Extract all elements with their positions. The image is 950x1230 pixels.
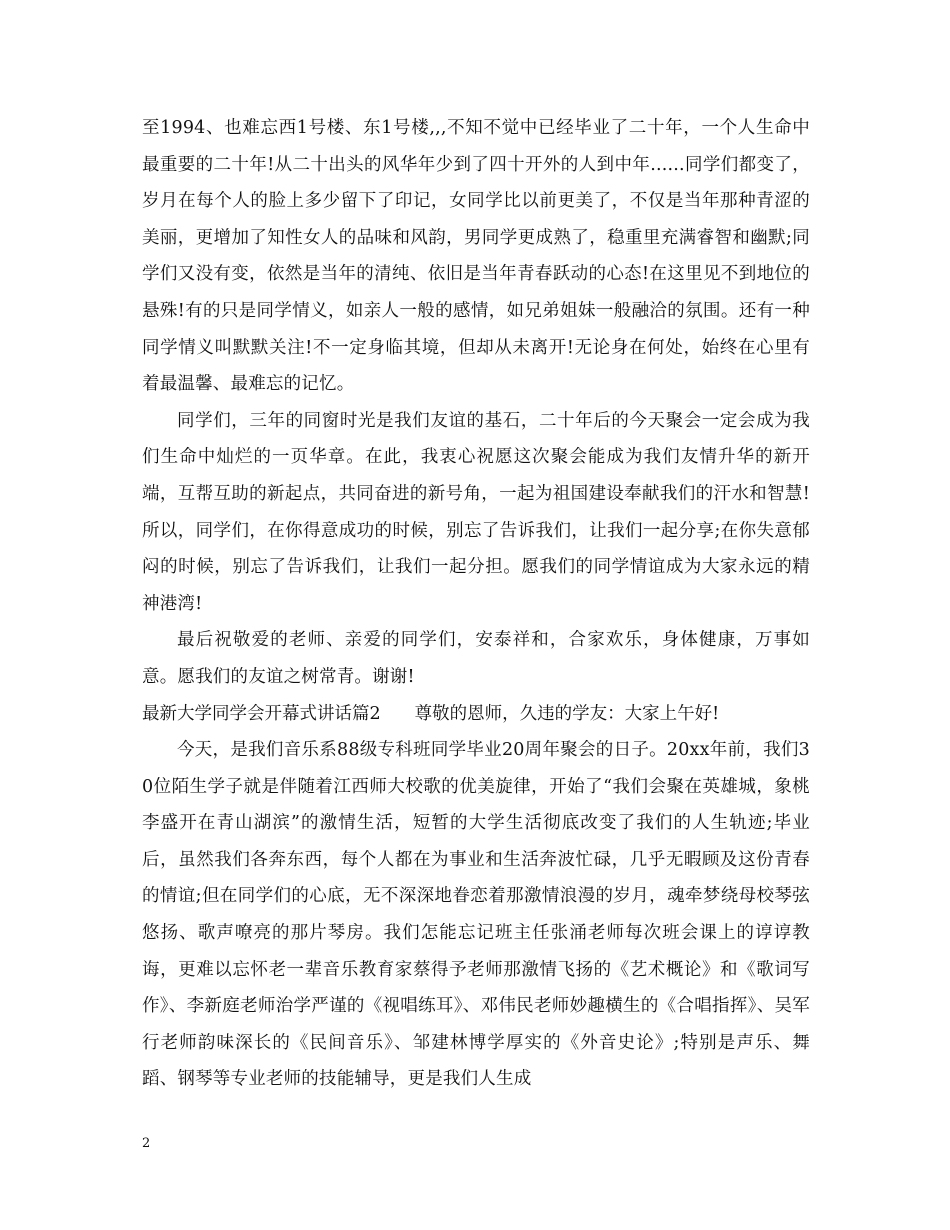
paragraph-closing-blessing: 最后祝敬爱的老师、亲爱的同学们，安泰祥和，合家欢乐，身体健康，万事如意。愿我们的友谊之树常青。谢谢! — [142, 630, 810, 687]
document-body — [142, 110, 810, 1098]
paragraph-reunion-reflection: 至1994、也难忘西1号楼、东1号楼,,,不知不觉中已经毕业了二十年，一个人生命中最重要的二十年!从二十出头的风华年少到了四十开外的人到中年......同学们都变了，岁月在每个人的脸上多少留下了印记，女同学比以前更美了，不仅是当年那种青涩的美丽，更增加了知性女人的品味和风韵，男同学更成熟了，稳重里充满睿智和幽默;同学们又没有变，依然是当年的清纯、依旧是当年青春跃动的心态!在这里见不到地位的悬殊!有的只是同学情义，如亲人一般的感情，如兄弟姐妹一般融洽的氛围。还有一种同学情义叫默默关注!不一定身临其境，但却从未离开!无论身在何处，始终在心里有着最温馨、最难忘的记忆。 — [142, 118, 810, 395]
section-heading — [142, 696, 810, 733]
section-greeting: 尊敬的恩师，久违的学友：大家上午好! — [414, 703, 720, 724]
paragraph-anniversary-speech: 今天，是我们音乐系88级专科班同学毕业20周年聚会的日子。20xx年前，我们30位陌生学子就是伴随着江西师大校歌的优美旋律，开始了“我们会聚在英雄城，象桃李盛开在青山湖滨”的激情生活，短暂的大学生活彻底改变了我们的人生轨迹;毕业后，虽然我们各奔东西，每个人都在为事业和生活奔波忙碌，几乎无暇顾及这份青春的情谊;但在同学们的心底，无不深深地眷恋着那激情浪漫的岁月，魂牵梦绕母校琴弦悠扬、歌声嘹亮的那片琴房。我们怎能忘记班主任张涌老师每次班会课上的谆谆教诲，更难以忘怀老一辈音乐教育家蔡得予老师那激情飞扬的《艺术概论》和《歌词写作》、李新庭老师治学严谨的《视唱练耳》、邓伟民老师妙趣横生的《合唱指挥》、吴军行老师韵味深长的《民间音乐》、邹建林博学厚实的《外音史论》;特别是声乐、舞蹈、钢琴等专业老师的技能辅导，更是我们人生成 — [142, 740, 810, 1090]
page-number: 2 — [142, 1136, 151, 1151]
paragraph-friendship-wishes: 同学们，三年的同窗时光是我们友谊的基石，二十年后的今天聚会一定会成为我们生命中灿烂的一页华章。在此，我衷心祝愿这次聚会能成为我们友情升华的新开端，互帮互助的新起点，共同奋进的新号角，一起为祖国建设奉献我们的汗水和智慧!所以，同学们，在你得意成功的时候，别忘了告诉我们，让我们一起分享;在你失意郁闷的时候，别忘了告诉我们，让我们一起分担。愿我们的同学情谊成为大家永远的精神港湾! — [142, 410, 810, 614]
section-title: 最新大学同学会开幕式讲话篇2 — [142, 703, 381, 724]
